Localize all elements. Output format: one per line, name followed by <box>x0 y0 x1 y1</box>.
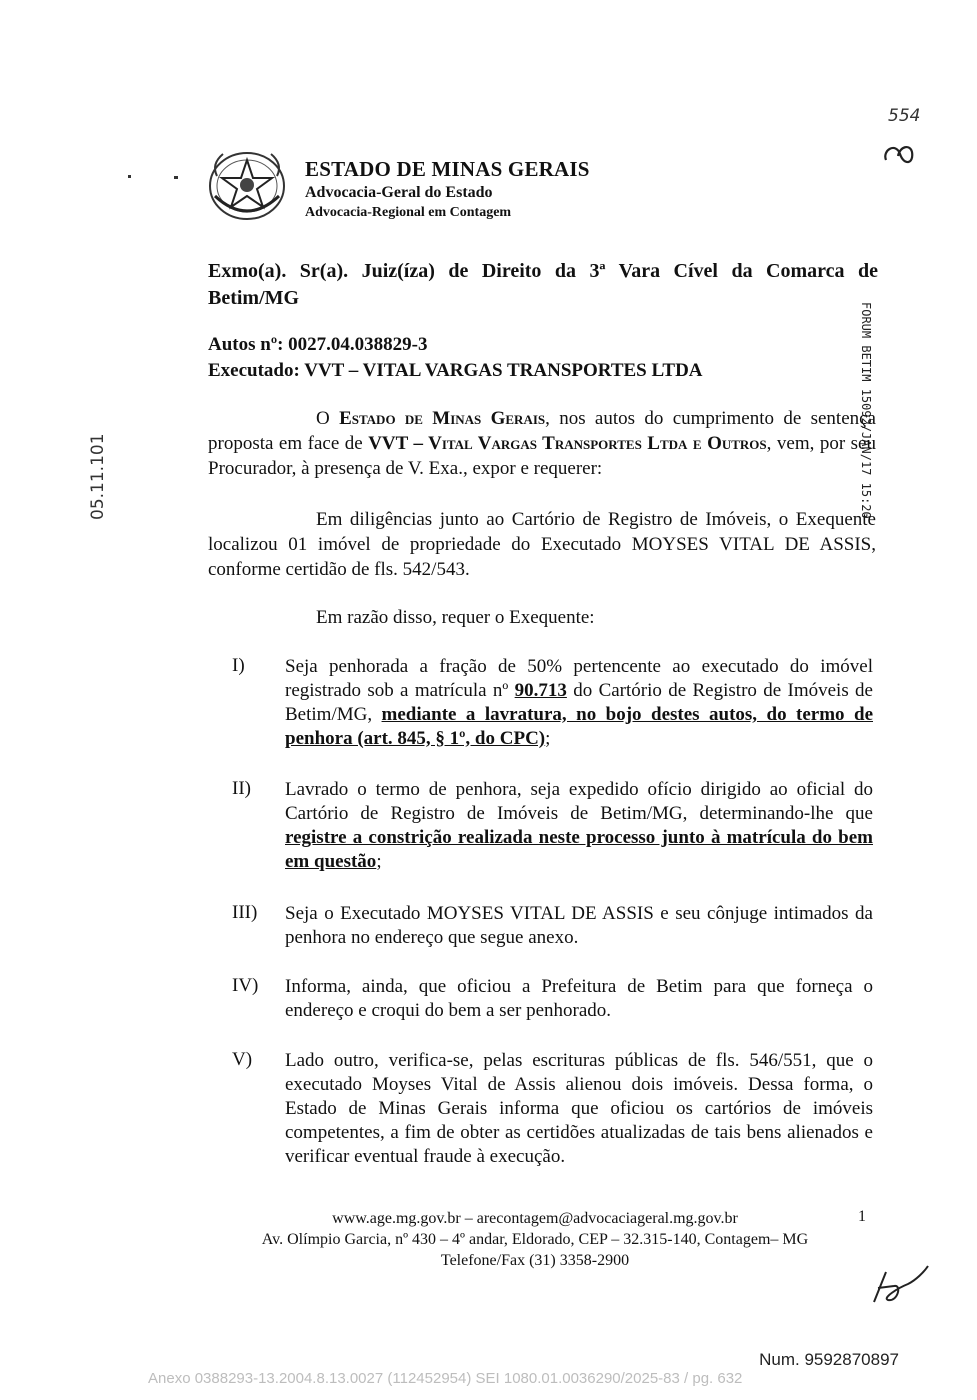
item-number: II) <box>232 778 251 799</box>
item-1-text-a: Seja penhorada a fração de 50% pertencente ao executado do imóvel registrado sob a matrícula nº <box>285 656 873 701</box>
item-2-text-c: ; <box>376 851 382 872</box>
item-text-1 <box>285 655 873 751</box>
tick-mark <box>128 175 131 178</box>
header-subtitle-regional: Advocacia-Regional em Contagem <box>305 205 512 220</box>
intro-text-a: O <box>316 408 340 429</box>
case-number: Autos nº: 0027.04.038829-3 <box>208 334 428 355</box>
handwritten-page-number: 554 <box>888 106 921 126</box>
intro-party-executed: VVT – Vital Vargas Transportes Ltda e Outros <box>368 433 767 454</box>
item-text-3: Seja o Executado MOYSES VITAL DE ASSIS e seu cônjuge intimados da penhora no endereço que segue anexo. <box>285 903 873 948</box>
item-1-emphasis: mediante a lavratura, no bojo destes autos, do termo de penhora (art. 845, § 1º, do CPC) <box>285 704 873 749</box>
diligence-paragraph: Em diligências junto ao Cartório de Registro de Imóveis, o Exequente localizou 01 imóvel de propriedade do Executado MOYSES VITAL DE ASSIS, conforme certidão de fls. 542/543. <box>208 509 876 580</box>
footer-address: Av. Olímpio Garcia, nº 430 – 4º andar, Eldorado, CEP – 32.315-140, Contagem– MG <box>261 1231 809 1248</box>
footer-contact <box>230 1208 840 1271</box>
intro-text-e: , vem, por seu Procurador, à presença de V. Exa., expor e requerer: <box>208 433 876 479</box>
intro-party-state: Estado de Minas Gerais <box>339 408 546 429</box>
footer-phone: Telefone/Fax (31) 3358-2900 <box>440 1252 630 1269</box>
item-1-text-e: ; <box>545 728 551 749</box>
forum-protocol-stamp: FORUM BETIM 15092/JAN/17 15:20 <box>859 302 873 519</box>
item-number: IV) <box>232 975 259 996</box>
header-title: ESTADO DE MINAS GERAIS <box>305 157 590 181</box>
item-number: III) <box>232 902 258 923</box>
item-text-2 <box>285 778 873 874</box>
page-number: 1 <box>858 1208 866 1225</box>
item-1-text-c: do Cartório de Registro de Imóveis de Betim/MG, <box>285 680 873 725</box>
coat-of-arms-seal <box>207 146 287 222</box>
item-number: I) <box>232 655 245 676</box>
document-number: Num. 9592870897 <box>759 1350 899 1369</box>
item-2-text-a: Lavrado o termo de penhora, seja expedido ofício dirigido ao oficial do Cartório de Registro de Imóveis de Betim/MG, determinando-lhe que <box>285 779 873 824</box>
item-text-5: Lado outro, verifica-se, pelas escrituras públicas de fls. 546/551, que o executado Moyses Vital de Assis alienou dois imóveis. Dessa forma, o Estado de Minas Gerais informa que oficiou os cartórios de imóveis competentes, a fim de obter as certidões atualizadas de tais bens alienados e verificar eventual fraude à execução. <box>285 1050 873 1167</box>
court-addressee: Exmo(a). Sr(a). Juiz(íza) de Direito da 3ª Vara Cível da Comarca de Betim/MG <box>208 260 878 309</box>
handwritten-initials-mark <box>878 138 918 174</box>
item-number: V) <box>232 1049 253 1070</box>
footer-web-email: www.age.mg.gov.br – arecontagem@advocaciageral.mg.gov.br <box>332 1210 738 1227</box>
request-intro: Em razão disso, requer o Exequente: <box>316 607 595 628</box>
item-text-4: Informa, ainda, que oficiou a Prefeitura de Betim para que forneça o endereço e croqui do bem a ser penhorado. <box>285 976 873 1021</box>
intro-text-c: , nos autos do cumprimento de sentença proposta em face de <box>208 408 876 454</box>
intro-paragraph <box>208 406 876 481</box>
handwritten-margin-note: 05.11.101 <box>88 433 108 520</box>
tick-mark <box>174 176 178 179</box>
item-2-emphasis: registre a constrição realizada neste processo junto à matrícula do bem em questão <box>285 827 873 872</box>
header-subtitle: Advocacia-Geral do Estado <box>305 184 493 201</box>
case-info <box>208 332 703 384</box>
handwritten-signature <box>868 1262 932 1308</box>
executed-party: Executado: VVT – VITAL VARGAS TRANSPORTES LTDA <box>208 360 703 381</box>
sei-reference: Anexo 0388293-13.2004.8.13.0027 (112452954) SEI 1080.01.0036290/2025-83 / pg. 632 <box>148 1370 743 1387</box>
matricula-number: 90.713 <box>514 680 567 701</box>
